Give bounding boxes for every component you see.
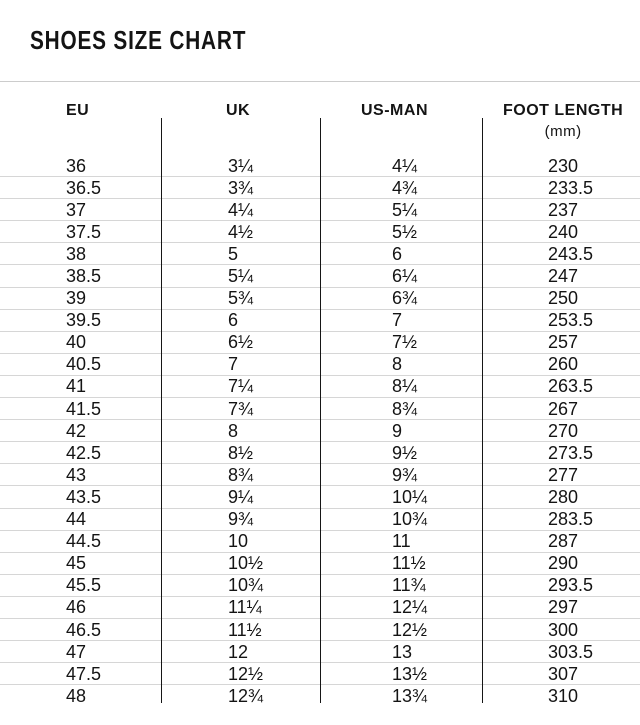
page-title: SHOES SIZE CHART <box>30 25 247 55</box>
cell-eu: 44.5 <box>66 531 102 552</box>
cell-uk: 6½ <box>228 332 254 353</box>
cell-foot: 237 <box>548 199 579 220</box>
cell-foot: 257 <box>548 332 579 353</box>
cell-eu: 38.5 <box>66 266 102 287</box>
cell-eu: 39 <box>66 288 87 309</box>
cell-uk: 5¾ <box>228 288 254 309</box>
cell-foot: 270 <box>548 420 579 441</box>
unit-label-mm: (mm) <box>544 123 582 140</box>
cell-us: 6 <box>392 243 403 264</box>
cell-foot: 280 <box>548 486 579 507</box>
cell-eu: 36 <box>66 155 87 176</box>
cell-eu: 43.5 <box>66 486 102 507</box>
cell-foot: 233.5 <box>548 177 594 198</box>
cell-eu: 42.5 <box>66 442 102 463</box>
cell-foot: 303.5 <box>548 641 594 662</box>
cell-foot: 297 <box>548 597 579 618</box>
cell-uk: 7¼ <box>228 376 254 397</box>
cell-uk: 6 <box>228 310 239 331</box>
cell-uk: 10 <box>228 531 249 552</box>
foot-length-label: FOOT LENGTH <box>503 102 624 119</box>
cell-eu: 36.5 <box>66 177 102 198</box>
cell-uk: 7 <box>228 354 239 375</box>
cell-eu: 37.5 <box>66 221 102 242</box>
cell-us: 13¾ <box>392 686 428 707</box>
cell-us: 8 <box>392 354 403 375</box>
cell-uk: 11½ <box>228 619 262 640</box>
cell-uk: 8¾ <box>228 464 254 485</box>
column-divider-eu-uk <box>161 118 162 703</box>
cell-us: 5½ <box>392 221 418 242</box>
cell-eu: 48 <box>66 686 87 707</box>
cell-uk: 4¼ <box>228 199 254 220</box>
cell-eu: 45 <box>66 553 87 574</box>
cell-us: 4¾ <box>392 177 418 198</box>
cell-foot: 260 <box>548 354 579 375</box>
cell-us: 11½ <box>392 553 426 574</box>
cell-us: 10¾ <box>392 509 428 530</box>
column-header-us-man: US-MAN <box>361 102 428 119</box>
column-header-foot-length <box>503 103 623 140</box>
cell-eu: 41 <box>66 376 87 397</box>
cell-us: 9½ <box>392 442 418 463</box>
cell-uk: 12½ <box>228 663 264 684</box>
cell-uk: 12 <box>228 641 249 662</box>
cell-foot: 310 <box>548 686 579 707</box>
cell-us: 11¾ <box>392 575 426 596</box>
column-header-uk: UK <box>226 102 251 119</box>
cell-uk: 5 <box>228 243 239 264</box>
cell-eu: 40.5 <box>66 354 102 375</box>
cell-us: 11 <box>392 531 411 552</box>
cell-eu: 38 <box>66 243 87 264</box>
cell-us: 4¼ <box>392 155 418 176</box>
cell-uk: 8½ <box>228 442 254 463</box>
cell-us: 8¼ <box>392 376 418 397</box>
cell-foot: 293.5 <box>548 575 594 596</box>
cell-eu: 42 <box>66 420 87 441</box>
cell-eu: 47 <box>66 641 87 662</box>
cell-us: 13 <box>392 641 413 662</box>
cell-foot: 230 <box>548 155 579 176</box>
cell-eu: 47.5 <box>66 663 102 684</box>
cell-us: 7½ <box>392 332 418 353</box>
cell-uk: 11¼ <box>228 597 262 618</box>
cell-eu: 40 <box>66 332 87 353</box>
cell-uk: 10¾ <box>228 575 264 596</box>
cell-eu: 39.5 <box>66 310 102 331</box>
cell-us: 12½ <box>392 619 428 640</box>
cell-us: 13½ <box>392 663 428 684</box>
cell-foot: 300 <box>548 619 579 640</box>
cell-us: 5¼ <box>392 199 418 220</box>
cell-us: 6¼ <box>392 266 418 287</box>
cell-uk: 5¼ <box>228 266 254 287</box>
cell-us: 7 <box>392 310 403 331</box>
cell-uk: 8 <box>228 420 239 441</box>
size-table <box>0 82 640 707</box>
cell-foot: 263.5 <box>548 376 594 397</box>
cell-uk: 3¼ <box>228 155 254 176</box>
cell-uk: 3¾ <box>228 177 254 198</box>
cell-foot: 273.5 <box>548 442 594 463</box>
cell-foot: 267 <box>548 398 579 419</box>
cell-eu: 46.5 <box>66 619 102 640</box>
cell-foot: 277 <box>548 464 579 485</box>
cell-us: 10¼ <box>392 486 428 507</box>
cell-foot: 240 <box>548 221 579 242</box>
cell-uk: 7¾ <box>228 398 254 419</box>
cell-uk: 10½ <box>228 553 264 574</box>
cell-foot: 307 <box>548 663 579 684</box>
cell-uk: 4½ <box>228 221 254 242</box>
cell-foot: 253.5 <box>548 310 594 331</box>
cell-foot: 243.5 <box>548 243 594 264</box>
cell-eu: 37 <box>66 199 87 220</box>
cell-us: 12¼ <box>392 597 428 618</box>
cell-us: 9 <box>392 420 403 441</box>
cell-uk: 12¾ <box>228 686 264 707</box>
column-divider-us-foot <box>482 118 483 703</box>
cell-foot: 283.5 <box>548 509 594 530</box>
cell-eu: 46 <box>66 597 87 618</box>
cell-foot: 247 <box>548 266 579 287</box>
cell-us: 9¾ <box>392 464 418 485</box>
cell-eu: 43 <box>66 464 87 485</box>
column-divider-uk-us <box>320 118 321 703</box>
cell-uk: 9¼ <box>228 486 254 507</box>
cell-us: 8¾ <box>392 398 418 419</box>
cell-uk: 9¾ <box>228 509 254 530</box>
cell-eu: 44 <box>66 509 87 530</box>
cell-us: 6¾ <box>392 288 418 309</box>
cell-foot: 290 <box>548 553 579 574</box>
cell-eu: 41.5 <box>66 398 102 419</box>
cell-foot: 287 <box>548 531 579 552</box>
column-header-eu: EU <box>66 102 90 119</box>
cell-eu: 45.5 <box>66 575 102 596</box>
cell-foot: 250 <box>548 288 579 309</box>
